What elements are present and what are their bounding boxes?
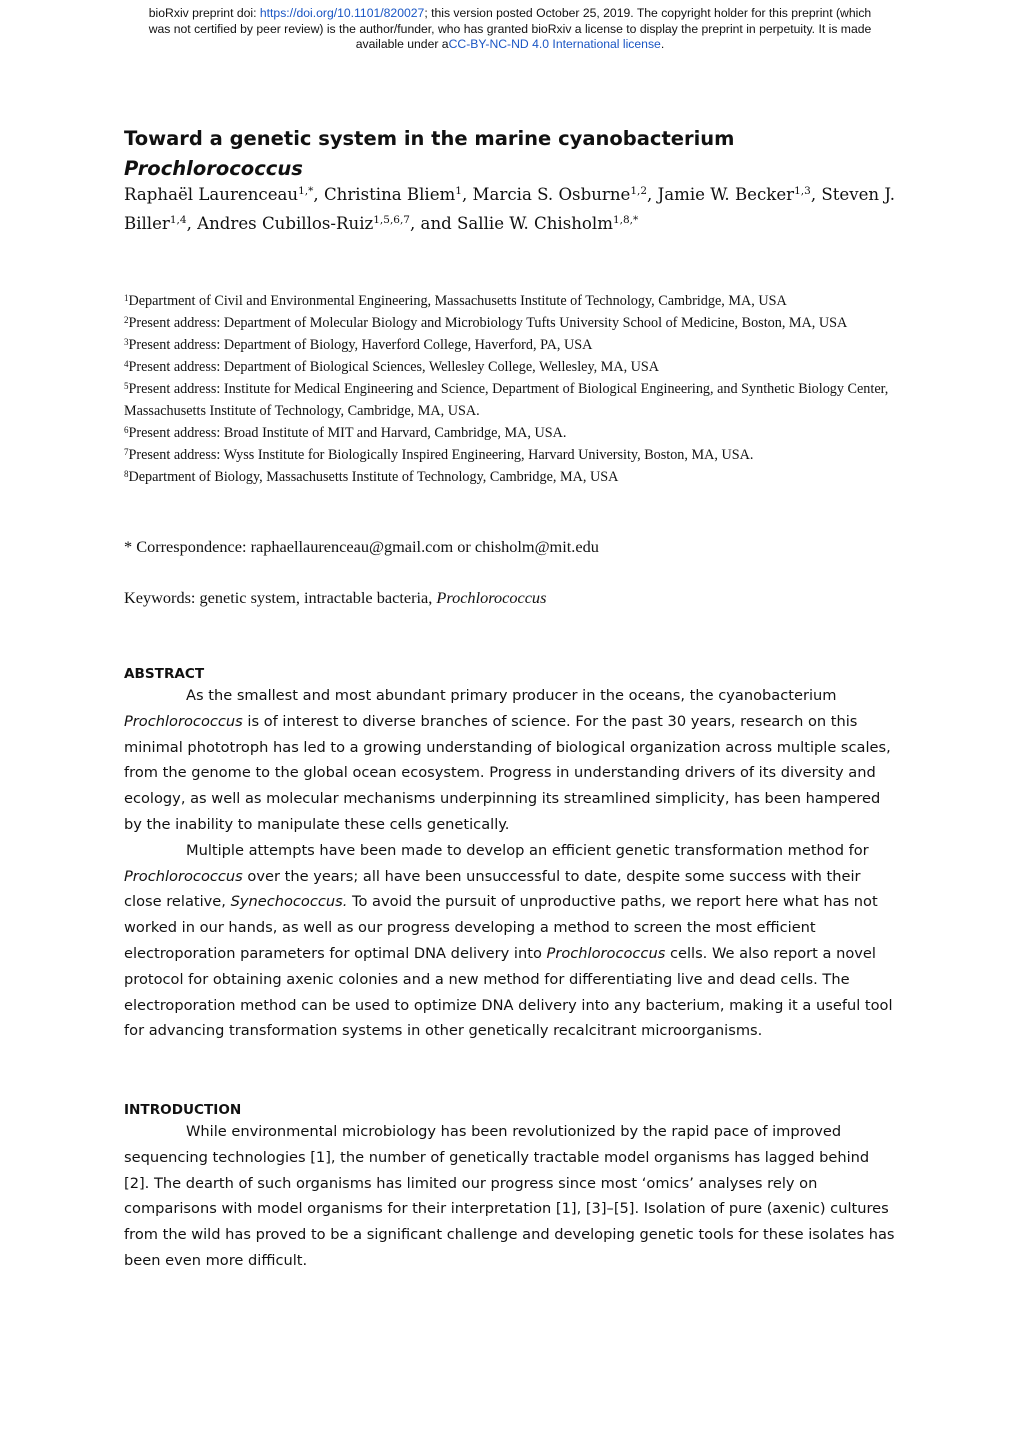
affiliation-list: [124, 290, 894, 488]
author: Jamie W. Becker$^{1,3}$,: [657, 185, 822, 204]
banner-text: ; this version posted October 25, 2019. The copyright holder for this preprint (which: [424, 6, 872, 20]
author: Sallie W. Chisholm$^{1,8,*}$: [457, 214, 639, 233]
abstract-section: [124, 665, 899, 1044]
keywords: Keywords: genetic system, intractable bacteria, Prochlorococcus: [124, 588, 547, 607]
abstract-heading: ABSTRACT: [124, 666, 205, 682]
affiliation: $^7$Present address: Wyss Institute for Biologically Inspired Engineering, Harvard University, Boston, MA, USA.: [124, 447, 754, 463]
introduction-heading: INTRODUCTION: [124, 1102, 242, 1118]
affiliation: $^5$Present address: Institute for Medical Engineering and Science, Department of Biological Engineering, and Synthetic Biology Center, Massachusetts Institute of Technology, Cambridge, MA, USA.: [124, 381, 889, 419]
banner-line-2: was not certified by peer review) is the author/funder, who has granted bioRxiv a license to display the preprint in perpetuity. It is made: [148, 21, 872, 36]
author: Marcia S. Osburne$^{1,2}$,: [472, 185, 658, 204]
author-list: [124, 180, 904, 238]
title-italic: Prochlorococcus: [124, 157, 303, 180]
banner-text: available under a: [355, 37, 449, 51]
banner-line-1: [0, 6, 1020, 22]
affiliation: $^6$Present address: Broad Institute of MIT and Harvard, Cambridge, MA, USA.: [124, 425, 567, 441]
preprint-banner: [0, 6, 1020, 53]
banner-text: bioRxiv preprint doi:: [148, 6, 260, 20]
paper-title: [124, 124, 904, 184]
affiliation: $^8$Department of Biology, Massachusetts Institute of Technology, Cambridge, MA, USA: [124, 469, 619, 485]
affiliation: $^2$Present address: Department of Molecular Biology and Microbiology Tufts University School of Medicine, Boston, MA, USA: [124, 315, 848, 331]
banner-line-3: [0, 37, 1020, 53]
license-link[interactable]: CC-BY-NC-ND 4.0 International license: [448, 37, 661, 51]
author: Andres Cubillos-Ruiz$^{1,5,6,7}$, and: [197, 214, 458, 233]
doi-link[interactable]: https://doi.org/10.1101/820027: [259, 6, 425, 20]
title-text: Toward a genetic system in the marine cyanobacterium: [124, 127, 735, 150]
author: Raphaël Laurenceau$^{1,*}$,: [124, 185, 324, 204]
affiliation: $^3$Present address: Department of Biology, Haverford College, Haverford, PA, USA: [124, 337, 593, 353]
correspondence: * Correspondence: raphaellaurenceau@gmail.com or chisholm@mit.edu: [124, 537, 599, 556]
introduction-paragraph-1: While environmental microbiology has been revolutionized by the rapid pace of improved sequencing technologies [1], the number of genetically tractable model organisms has lagged behind [2]. The dearth of such organisms has limited our progress since most ‘omics’ analyses rely on comparisons with model organisms for their interpretation [1], [3]–[5]. Isolation of pure (axenic) cultures from the wild has proved to be a significant challenge and developing genetic tools for these isolates has been even more difficult.: [124, 1123, 895, 1269]
introduction-section: [124, 1101, 899, 1274]
abstract-paragraph-2: Multiple attempts have been made to develop an efficient genetic transformation method for Prochlorococcus over the years; all have been unsuccessful to date, despite some success with their close relative, Synechococcus. To avoid the pursuit of unproductive paths, we report here what has not worked in our hands, as well as our progress developing a method to screen the most efficient electroporation parameters for optimal DNA delivery into Prochlorococcus cells. We also report a novel protocol for obtaining axenic colonies and a new method for differentiating live and dead cells. The electroporation method can be used to optimize DNA delivery into any bacterium, making it a useful tool for advancing transformation systems in other genetically recalcitrant microorganisms.: [124, 841, 893, 1040]
banner-text: .: [660, 37, 665, 51]
author: Christina Bliem$^1$,: [323, 185, 473, 204]
affiliation: $^1$Department of Civil and Environmental Engineering, Massachusetts Institute of Technology, Cambridge, MA, USA: [124, 293, 787, 309]
abstract-paragraph-1: As the smallest and most abundant primary producer in the oceans, the cyanobacterium Prochlorococcus is of interest to diverse branches of science. For the past 30 years, research on this minimal phototroph has led to a growing understanding of biological organization across multiple scales, from the genome to the global ocean ecosystem. Progress in understanding drivers of its diversity and ecology, as well as molecular mechanisms underpinning its streamlined simplicity, has been hampered by the inability to manipulate these cells genetically.: [124, 687, 891, 833]
affiliation: $^4$Present address: Department of Biological Sciences, Wellesley College, Wellesley, MA, USA: [124, 359, 660, 375]
author: Steven J. Biller$^{1,4}$,: [124, 185, 896, 233]
